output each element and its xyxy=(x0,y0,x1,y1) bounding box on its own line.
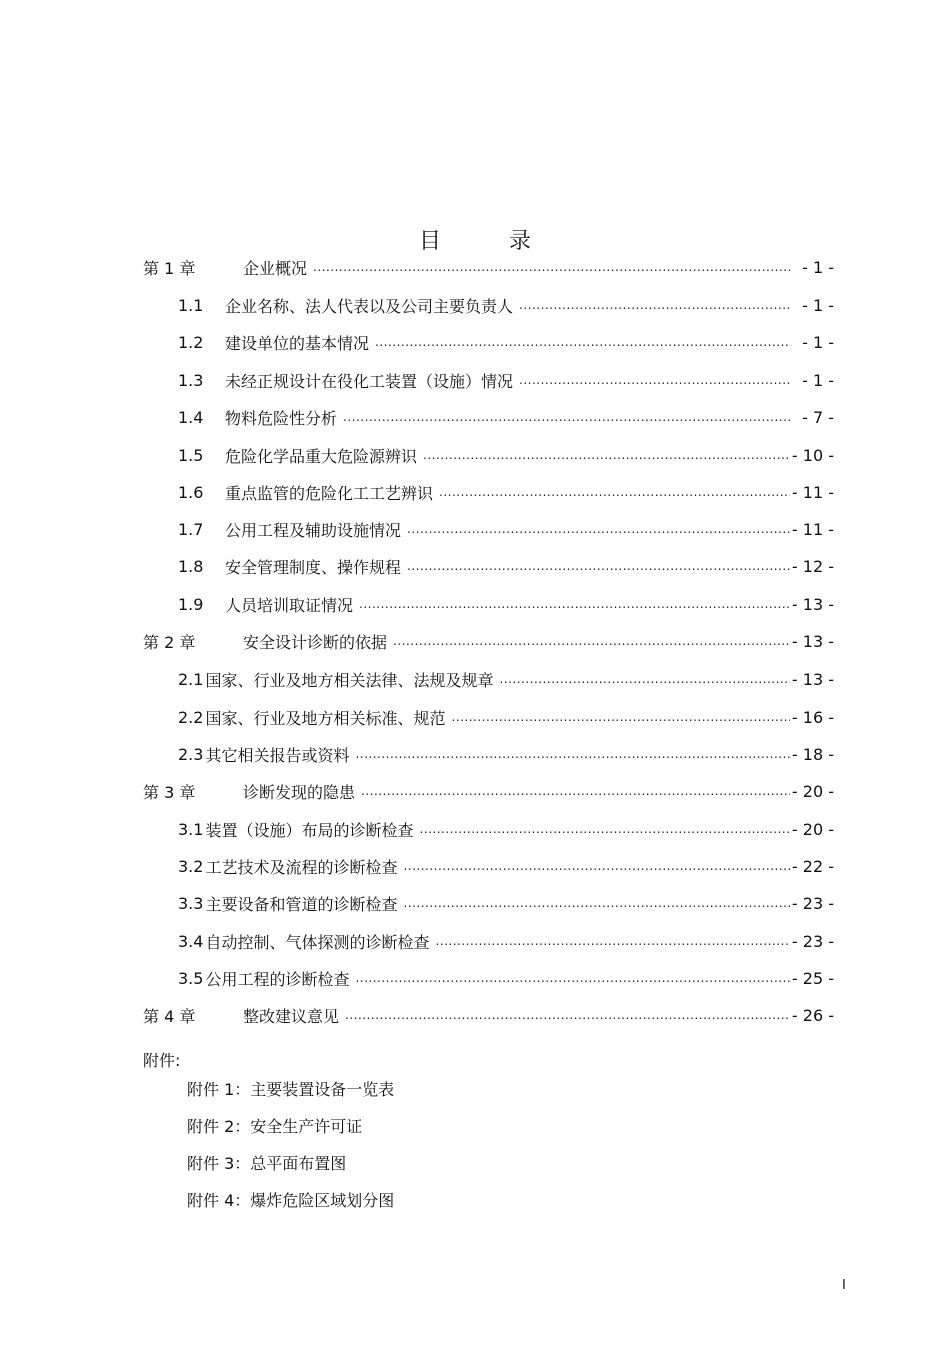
toc-entry-number: 1.8 xyxy=(178,556,204,576)
toc-entry-page: - 23 - xyxy=(791,893,834,913)
page-number: I xyxy=(842,1278,846,1293)
toc-entry-number: 1.3 xyxy=(178,370,204,390)
toc-entry-number: 1.9 xyxy=(178,594,204,614)
toc-entry-number: 1.7 xyxy=(178,519,204,539)
toc-entry[interactable] xyxy=(178,405,834,429)
toc-entry-label: 未经正规设计在役化工装置（设施）情况 xyxy=(225,371,514,391)
toc-entry-label: 主要设备和管道的诊断检查 xyxy=(205,894,398,914)
toc-entry-label: 安全管理制度、操作规程 xyxy=(225,557,402,577)
toc-entry[interactable] xyxy=(178,368,834,392)
page-title: 目录 xyxy=(418,229,599,254)
toc-entry-page: - 16 - xyxy=(791,707,834,727)
toc-entry-number: 1.1 xyxy=(178,295,204,315)
toc-dot-leader xyxy=(499,667,789,691)
toc-entry-label: 国家、行业及地方相关标准、规范 xyxy=(205,708,446,728)
toc-entry-number: 第 2 章 xyxy=(143,632,196,652)
toc-dot-leader xyxy=(407,517,790,541)
toc-entry-page: - 13 - xyxy=(791,594,834,614)
toc-entry[interactable] xyxy=(143,255,834,279)
toc-dot-leader xyxy=(393,629,790,653)
toc-entry-label: 整改建议意见 xyxy=(243,1006,340,1026)
toc-entry-number: 第 4 章 xyxy=(143,1006,196,1026)
toc-entry-page: - 23 - xyxy=(791,931,834,951)
toc-entry-page: - 26 - xyxy=(791,1005,834,1025)
toc-dot-leader xyxy=(435,929,789,953)
toc-entry-label: 重点监管的危险化工工艺辨识 xyxy=(225,483,434,503)
toc-dot-leader xyxy=(423,443,790,467)
toc-entry-page: - 7 - xyxy=(802,407,834,427)
toc-entry-page: - 13 - xyxy=(791,631,834,651)
toc-dot-leader xyxy=(419,817,789,841)
toc-entry-label: 危险化学品重大危险源辨识 xyxy=(225,446,418,466)
toc-entry-number: 3.2 xyxy=(178,856,204,876)
toc-entry-label: 工艺技术及流程的诊断检查 xyxy=(205,857,398,877)
toc-entry[interactable] xyxy=(178,705,834,729)
toc-dot-leader xyxy=(361,779,790,803)
toc-entry-label: 其它相关报告或资料 xyxy=(205,745,350,765)
toc-entry[interactable] xyxy=(178,929,834,953)
toc-entry-label: 国家、行业及地方相关法律、法规及规章 xyxy=(205,670,494,690)
toc-entry[interactable] xyxy=(178,480,834,504)
toc-entry-page: - 1 - xyxy=(802,257,834,277)
toc-entry-label: 诊断发现的隐患 xyxy=(243,782,356,802)
toc-entry-number: 1.2 xyxy=(178,332,204,352)
toc-entry-label: 公用工程及辅助设施情况 xyxy=(225,520,402,540)
toc-entry-page: - 1 - xyxy=(802,295,834,315)
toc-dot-leader xyxy=(519,293,790,317)
toc-entry-number: 第 1 章 xyxy=(143,258,196,278)
toc-entry-label: 安全设计诊断的依据 xyxy=(243,632,388,652)
appendix-item: 附件 3：总平面布置图 xyxy=(187,1154,347,1173)
toc-entry-label: 公用工程的诊断检查 xyxy=(205,969,350,989)
toc-dot-leader xyxy=(355,966,789,990)
toc-dot-leader xyxy=(345,1003,790,1027)
toc-entry[interactable] xyxy=(178,966,834,990)
appendix-item: 附件 2：安全生产许可证 xyxy=(187,1117,363,1136)
toc-entry-page: - 20 - xyxy=(791,781,834,801)
toc-entry-label: 自动控制、气体探测的诊断检查 xyxy=(205,932,430,952)
toc-entry-number: 3.1 xyxy=(178,819,204,839)
toc-entry[interactable] xyxy=(178,330,834,354)
toc-entry-number: 2.3 xyxy=(178,744,204,764)
toc-dot-leader xyxy=(343,405,790,429)
toc-entry[interactable] xyxy=(178,891,834,915)
toc-entry-number: 1.5 xyxy=(178,445,204,465)
toc-dot-leader xyxy=(313,255,790,279)
toc-entry-number: 3.5 xyxy=(178,968,204,988)
toc-entry-page: - 11 - xyxy=(791,482,834,502)
toc-entry[interactable] xyxy=(178,554,834,578)
toc-entry-page: - 25 - xyxy=(791,968,834,988)
toc-entry-label: 装置（设施）布局的诊断检查 xyxy=(205,820,414,840)
toc-entry[interactable] xyxy=(143,779,834,803)
toc-entry-page: - 1 - xyxy=(802,332,834,352)
appendix-item: 附件 4：爆炸危险区域划分图 xyxy=(187,1191,395,1210)
toc-entry-label: 建设单位的基本情况 xyxy=(225,333,370,353)
toc-dot-leader xyxy=(355,742,789,766)
toc-dot-leader xyxy=(451,705,789,729)
toc-entry[interactable] xyxy=(178,443,834,467)
toc-dot-leader xyxy=(519,368,790,392)
toc-entry[interactable] xyxy=(178,293,834,317)
toc-entry[interactable] xyxy=(178,592,834,616)
appendix-item: 附件 1：主要装置设备一览表 xyxy=(187,1080,395,1099)
toc-dot-leader xyxy=(403,891,789,915)
toc-entry-page: - 13 - xyxy=(791,669,834,689)
toc-entry-number: 3.3 xyxy=(178,893,204,913)
toc-entry-label: 企业概况 xyxy=(243,258,308,278)
toc-dot-leader xyxy=(403,854,789,878)
toc-entry-label: 物料危险性分析 xyxy=(225,408,338,428)
toc-entry-number: 1.4 xyxy=(178,407,204,427)
toc-dot-leader xyxy=(439,480,790,504)
toc-dot-leader xyxy=(359,592,790,616)
toc-entry[interactable] xyxy=(143,1003,834,1027)
appendix-heading: 附件: xyxy=(143,1051,181,1070)
toc-entry-page: - 11 - xyxy=(791,519,834,539)
toc-entry-label: 企业名称、法人代表以及公司主要负责人 xyxy=(225,296,514,316)
toc-entry-number: 2.1 xyxy=(178,669,204,689)
toc-entry[interactable] xyxy=(143,629,834,653)
toc-entry-number: 2.2 xyxy=(178,707,204,727)
toc-entry-page: - 10 - xyxy=(791,445,834,465)
toc-entry-number: 1.6 xyxy=(178,482,204,502)
toc-entry[interactable] xyxy=(178,742,834,766)
toc-entry-page: - 20 - xyxy=(791,819,834,839)
toc-entry-label: 人员培训取证情况 xyxy=(225,595,354,615)
toc-dot-leader xyxy=(375,330,790,354)
toc-entry-page: - 22 - xyxy=(791,856,834,876)
toc-entry-page: - 18 - xyxy=(791,744,834,764)
toc-entry[interactable] xyxy=(178,517,834,541)
toc-entry-page: - 1 - xyxy=(802,370,834,390)
toc-entry[interactable] xyxy=(178,667,834,691)
toc-dot-leader xyxy=(407,554,790,578)
toc-entry[interactable] xyxy=(178,854,834,878)
toc-entry-number: 第 3 章 xyxy=(143,782,196,802)
toc-entry[interactable] xyxy=(178,817,834,841)
toc-entry-page: - 12 - xyxy=(791,556,834,576)
toc-entry-number: 3.4 xyxy=(178,931,204,951)
